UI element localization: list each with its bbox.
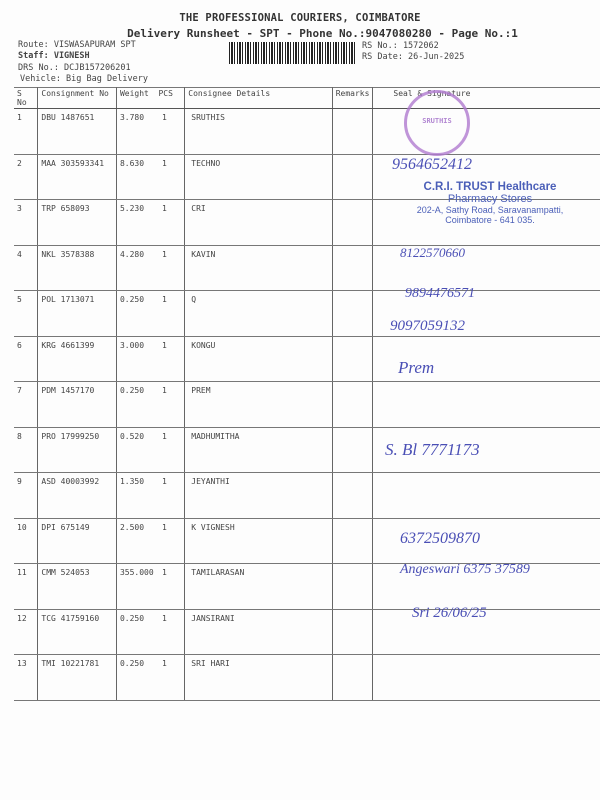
staff: Staff: VIGNESH bbox=[18, 51, 90, 61]
cell-sno: 13 bbox=[14, 655, 38, 701]
signature-5: 9894476571 bbox=[405, 286, 475, 301]
cell-consignee: K VIGNESH bbox=[185, 518, 332, 564]
cell-consignment-no: DPI 675149 bbox=[38, 518, 117, 564]
cell-sno: 9 bbox=[14, 473, 38, 519]
table-row bbox=[14, 336, 600, 382]
cell-weight-pcs bbox=[116, 336, 184, 382]
cell-pcs: 1 bbox=[161, 568, 167, 577]
cell-weight: 0.250 bbox=[119, 386, 145, 395]
cell-weight-pcs bbox=[116, 382, 184, 428]
cell-weight-pcs bbox=[116, 609, 184, 655]
col-remarks: Remarks bbox=[332, 88, 373, 109]
rs-number: RS No.: 1572062 bbox=[362, 41, 439, 51]
col-sno: S No bbox=[14, 88, 38, 109]
cell-sno: 2 bbox=[14, 154, 38, 200]
cell-pcs: 1 bbox=[161, 431, 167, 441]
cell-weight-pcs bbox=[116, 200, 184, 246]
cell-weight: 1.350 bbox=[119, 477, 145, 486]
table-row bbox=[14, 109, 600, 155]
table-row bbox=[14, 382, 600, 428]
cell-weight: 5.230 bbox=[119, 204, 145, 213]
cell-sno: 1 bbox=[14, 109, 38, 155]
table-row bbox=[14, 427, 600, 473]
col-weight-pcs bbox=[116, 88, 184, 109]
cell-weight: 4.280 bbox=[119, 249, 145, 259]
cell-pcs: 1 bbox=[161, 295, 167, 304]
cell-weight-pcs bbox=[116, 518, 184, 564]
signature-4: 8122570660 bbox=[400, 245, 465, 260]
cell-remarks bbox=[332, 245, 373, 291]
cell-consignee: KONGU bbox=[185, 336, 332, 382]
cell-sno: 6 bbox=[14, 336, 38, 382]
runsheet-table bbox=[14, 87, 600, 701]
cell-weight: 0.250 bbox=[119, 613, 145, 623]
cell-weight-pcs bbox=[116, 154, 184, 200]
table-row bbox=[14, 655, 600, 701]
cell-remarks bbox=[332, 564, 373, 610]
col-consignee: Consignee Details bbox=[185, 88, 332, 109]
cell-weight: 3.780 bbox=[119, 113, 145, 122]
cell-weight: 2.500 bbox=[119, 522, 145, 532]
cell-pcs: 1 bbox=[161, 158, 167, 168]
cell-pcs: 1 bbox=[161, 522, 167, 532]
cell-weight: 0.250 bbox=[119, 295, 145, 304]
cell-consignment-no: PDM 1457170 bbox=[38, 382, 117, 428]
cell-consignment-no: ASD 40003992 bbox=[38, 473, 117, 519]
cell-sno: 12 bbox=[14, 609, 38, 655]
cell-sno: 8 bbox=[14, 427, 38, 473]
col-signature: Seal & Signature bbox=[373, 88, 600, 109]
cell-sno: 5 bbox=[14, 291, 38, 337]
cell-consignee: JEYANTHI bbox=[185, 473, 332, 519]
cell-weight-pcs bbox=[116, 564, 184, 610]
cell-consignment-no: KRG 4661399 bbox=[38, 336, 117, 382]
cell-consignment-no: PRO 17999250 bbox=[38, 427, 117, 473]
consignee-seal-stamp: SRUTHIS bbox=[404, 90, 470, 156]
cell-weight-pcs bbox=[116, 655, 184, 701]
cell-remarks bbox=[332, 336, 373, 382]
cell-consignment-no: TCG 41759160 bbox=[38, 609, 117, 655]
pharmacy-stamp: C.R.I. TRUST Healthcare Pharmacy Stores 202-A, Sathy Road, Saravanampatti, Coimbatore - 641 035. bbox=[416, 181, 564, 225]
cell-weight-pcs bbox=[116, 427, 184, 473]
signature-9: S. Bl 7771173 bbox=[385, 440, 480, 459]
signature-12: Angeswari 6375 37589 bbox=[400, 562, 530, 577]
cell-pcs: 1 bbox=[161, 477, 167, 486]
cell-consignee: Q bbox=[185, 291, 332, 337]
cell-remarks bbox=[332, 154, 373, 200]
cell-weight-pcs bbox=[116, 291, 184, 337]
runsheet-subtitle: Delivery Runsheet - SPT - Phone No.:9047080280 - Page No.:1 bbox=[127, 27, 518, 40]
vehicle: Vehicle: Big Bag Delivery bbox=[20, 74, 148, 84]
drs-number: DRS No.: DCJB157206201 bbox=[18, 63, 131, 73]
cell-consignment-no: TMI 10221781 bbox=[38, 655, 117, 701]
cell-consignee: SRUTHIS bbox=[185, 109, 332, 155]
rs-date: RS Date: 26-Jun-2025 bbox=[362, 52, 465, 62]
cell-signature bbox=[373, 655, 600, 701]
cell-consignment-no: CMM 524053 bbox=[38, 564, 117, 610]
cell-remarks bbox=[332, 200, 373, 246]
cell-pcs: 1 bbox=[161, 659, 167, 668]
cell-weight: 8.630 bbox=[119, 158, 145, 168]
table-row bbox=[14, 245, 600, 291]
cell-remarks bbox=[332, 518, 373, 564]
company-title: THE PROFESSIONAL COURIERS, COIMBATORE bbox=[179, 12, 421, 24]
cell-consignee: MADHUMITHA bbox=[185, 427, 332, 473]
cell-pcs: 1 bbox=[161, 340, 167, 350]
cell-weight-pcs bbox=[116, 245, 184, 291]
cell-remarks bbox=[332, 109, 373, 155]
cell-sno: 4 bbox=[14, 245, 38, 291]
signature-6: 9097059132 bbox=[390, 318, 465, 334]
table-row bbox=[14, 291, 600, 337]
cell-consignee: TECHNO bbox=[185, 154, 332, 200]
cell-consignment-no: POL 1713071 bbox=[38, 291, 117, 337]
cell-remarks bbox=[332, 609, 373, 655]
cell-pcs: 1 bbox=[161, 113, 167, 122]
cell-signature bbox=[373, 382, 600, 428]
table-row bbox=[14, 609, 600, 655]
table-row bbox=[14, 473, 600, 519]
cell-pcs: 1 bbox=[161, 204, 167, 213]
table-header bbox=[14, 88, 600, 109]
cell-consignee: SRI HARI bbox=[185, 655, 332, 701]
cell-sno: 7 bbox=[14, 382, 38, 428]
cell-sno: 10 bbox=[14, 518, 38, 564]
cell-pcs: 1 bbox=[161, 386, 167, 395]
cell-weight: 0.520 bbox=[119, 431, 145, 441]
cell-remarks bbox=[332, 655, 373, 701]
cell-pcs: 1 bbox=[161, 249, 167, 259]
route: Route: VISWASAPURAM SPT bbox=[18, 40, 136, 50]
cell-sno: 3 bbox=[14, 200, 38, 246]
cell-consignee: KAVIN bbox=[185, 245, 332, 291]
signature-2: 9564652412 bbox=[392, 156, 472, 173]
cell-consignee: PREM bbox=[185, 382, 332, 428]
cell-consignment-no: MAA 303593341 bbox=[38, 154, 117, 200]
cell-weight: 355.000 bbox=[119, 568, 154, 577]
cell-weight: 0.250 bbox=[119, 659, 145, 668]
cell-remarks bbox=[332, 382, 373, 428]
cell-sno: 11 bbox=[14, 564, 38, 610]
cell-consignment-no: TRP 658093 bbox=[38, 200, 117, 246]
cell-consignee: CRI bbox=[185, 200, 332, 246]
signature-7: Prem bbox=[398, 358, 435, 377]
col-consignment: Consignment No bbox=[38, 88, 117, 109]
cell-consignee: JANSIRANI bbox=[185, 609, 332, 655]
cell-remarks bbox=[332, 473, 373, 519]
cell-consignment-no: NKL 3578388 bbox=[38, 245, 117, 291]
cell-weight-pcs bbox=[116, 473, 184, 519]
barcode bbox=[229, 42, 356, 64]
signature-13: Sri 26/06/25 bbox=[412, 605, 487, 621]
cell-consignment-no: DBU 1487651 bbox=[38, 109, 117, 155]
cell-consignee: TAMILARASAN bbox=[185, 564, 332, 610]
cell-weight-pcs bbox=[116, 109, 184, 155]
cell-remarks bbox=[332, 427, 373, 473]
cell-signature bbox=[373, 473, 600, 519]
table-row bbox=[14, 518, 600, 564]
cell-weight: 3.000 bbox=[119, 340, 145, 350]
signature-11: 6372509870 bbox=[400, 530, 480, 547]
col-weight: Weight bbox=[119, 89, 149, 98]
cell-remarks bbox=[332, 291, 373, 337]
cell-pcs: 1 bbox=[161, 613, 167, 623]
col-pcs: PCS bbox=[158, 89, 173, 98]
